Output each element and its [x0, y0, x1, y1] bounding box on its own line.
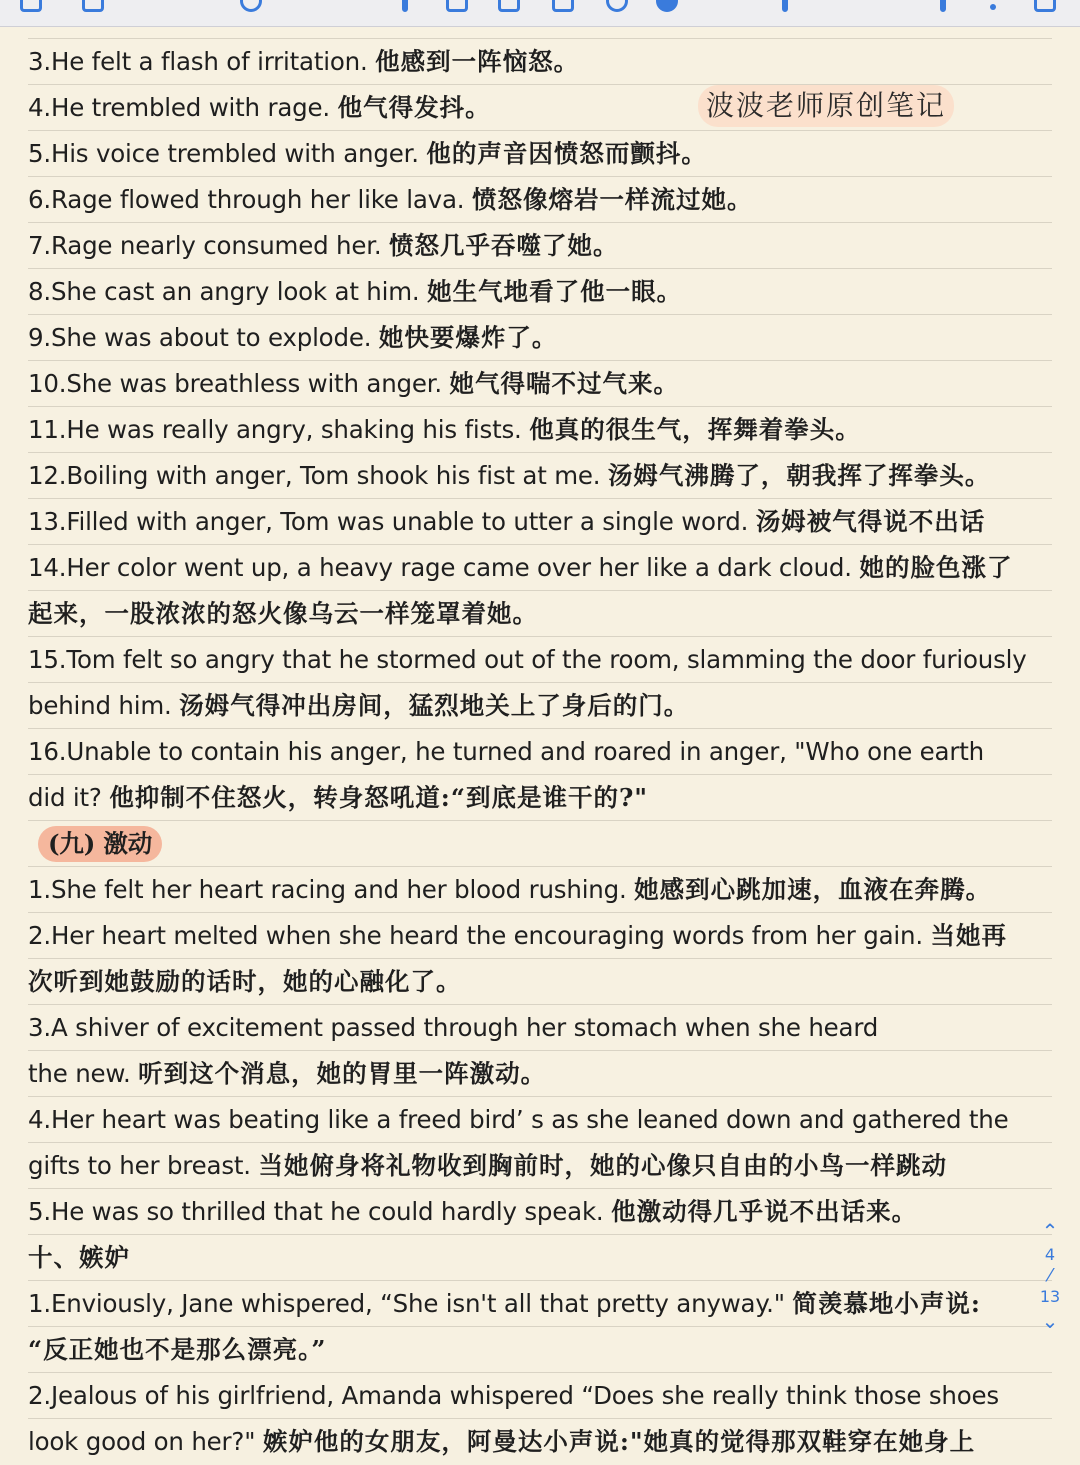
highlighter-icon[interactable]: [552, 0, 574, 12]
note-line: [28, 1281, 1058, 1327]
chinese-text: 次听到她鼓励的话时，她的心融化了。: [28, 967, 462, 996]
english-text: look good on her?": [28, 1427, 263, 1456]
note-line: [28, 775, 1058, 821]
microphone-icon[interactable]: [782, 0, 788, 12]
note-line: [28, 959, 1058, 1005]
english-text: behind him.: [28, 691, 180, 720]
pages-icon[interactable]: [1034, 0, 1056, 12]
note-line: [28, 729, 1058, 775]
note-line: [28, 1189, 1058, 1235]
chinese-text: 听到这个消息，她的胃里一阵激动。: [138, 1059, 547, 1088]
note-line: [28, 361, 1058, 407]
chinese-text: 她快要爆炸了。: [378, 323, 558, 352]
note-line: [28, 1097, 1058, 1143]
english-text: 16.Unable to contain his anger, he turned and roared in anger, "Who one earth: [28, 737, 984, 766]
chinese-text: 愤怒像熔岩一样流过她。: [471, 185, 753, 214]
english-text: 6.Rage flowed through her like lava.: [28, 185, 472, 214]
chinese-text: 愤怒几乎吞噬了她。: [389, 231, 619, 260]
chinese-text: 嫉妒他的女朋友，阿曼达小声说:"她真的觉得那双鞋穿在她身上: [262, 1427, 976, 1456]
note-line: [28, 637, 1058, 683]
watermark: 波波老师原创笔记: [698, 85, 954, 127]
chinese-text: 他激动得几乎说不出话来。: [611, 1197, 918, 1226]
note-line: [28, 545, 1058, 591]
english-text: gifts to her breast.: [28, 1151, 259, 1180]
note-line: [28, 223, 1058, 269]
chinese-text: 汤姆气得冲出房间，猛烈地关上了身后的门。: [179, 691, 690, 720]
note-line: [28, 453, 1058, 499]
chinese-text: 当她再: [930, 921, 1007, 950]
note-line: [28, 407, 1058, 453]
top-toolbar: [0, 0, 1080, 27]
english-text: 1.Enviously, Jane whispered, “She isn't all that pretty anyway.": [28, 1289, 793, 1318]
share-icon[interactable]: [940, 0, 946, 12]
more-icon[interactable]: [990, 4, 996, 10]
english-text: 5.He was so thrilled that he could hardly speak.: [28, 1197, 612, 1226]
eraser-icon[interactable]: [498, 0, 520, 12]
english-text: 8.She cast an angry look at him.: [28, 277, 428, 306]
note-line: [28, 39, 1058, 85]
note-line: [28, 821, 1058, 867]
grid-icon[interactable]: [82, 0, 104, 12]
note-line: [28, 315, 1058, 361]
chinese-text: 汤姆被气得说不出话: [755, 507, 986, 536]
back-icon[interactable]: [20, 0, 42, 12]
note-line: [28, 1373, 1058, 1419]
note-line: [28, 913, 1058, 959]
chinese-text: 她的脸色涨了: [859, 553, 1013, 582]
english-text: 4.Her heart was beating like a freed bird’ s as she leaned down and gathered the: [28, 1105, 1009, 1134]
english-text: 13.Filled with anger, Tom was unable to utter a single word.: [28, 507, 756, 536]
lasso-icon[interactable]: [606, 0, 628, 12]
chinese-text: 他气得发抖。: [337, 93, 491, 122]
english-text: did it?: [28, 783, 110, 812]
note-line: [28, 269, 1058, 315]
english-text: 4.He trembled with rage.: [28, 93, 338, 122]
chinese-text: 她生气地看了他一眼。: [427, 277, 683, 306]
page-down-icon[interactable]: ⌄: [1041, 1309, 1059, 1333]
english-text: 5.His voice trembled with anger.: [28, 139, 427, 168]
chinese-text: 他真的很生气，挥舞着拳头。: [529, 415, 861, 444]
english-text: 14.Her color went up, a heavy rage came over her like a dark cloud.: [28, 553, 860, 582]
chinese-text: 他感到一阵恼怒。: [375, 47, 580, 76]
current-page: 4: [1044, 1245, 1056, 1264]
note-line: [28, 591, 1058, 637]
pencil-icon[interactable]: [446, 0, 468, 12]
notebook-page: [0, 27, 1080, 1456]
note-line: [28, 1327, 1058, 1373]
chinese-text: 她气得喘不过气来。: [449, 369, 680, 398]
english-text: 2.Jealous of his girlfriend, Amanda whispered “Does she really think those shoes: [28, 1381, 999, 1410]
note-line: [28, 131, 1058, 177]
english-text: 3.A shiver of excitement passed through her stomach when she heard: [28, 1013, 879, 1042]
chinese-text: 当她俯身将礼物收到胸前时，她的心像只自由的小鸟一样跳动: [258, 1151, 947, 1180]
chinese-text: 她感到心跳加速，血液在奔腾。: [634, 875, 992, 904]
color-picker-icon[interactable]: [656, 0, 678, 12]
note-line: [28, 867, 1058, 913]
note-line: [28, 177, 1058, 223]
note-line: [28, 1235, 1058, 1281]
page-indicator: [1030, 1218, 1070, 1378]
undo-icon[interactable]: [240, 0, 262, 12]
page-separator: ⁄: [1048, 1265, 1052, 1286]
note-line: [28, 1051, 1058, 1097]
english-text: 2.Her heart melted when she heard the encouraging words from her gain.: [28, 921, 931, 950]
chinese-text: 十、嫉妒: [28, 1243, 130, 1272]
total-pages: 13: [1039, 1287, 1061, 1306]
note-line: [28, 683, 1058, 729]
note-line: [28, 1005, 1058, 1051]
english-text: 3.He felt a flash of irritation.: [28, 47, 376, 76]
note-line: [28, 1143, 1058, 1189]
chinese-text: “反正她也不是那么漂亮。”: [28, 1335, 327, 1364]
english-text: the new.: [28, 1059, 139, 1088]
english-text: 12.Boiling with anger, Tom shook his fist at me.: [28, 461, 608, 490]
english-text: 15.Tom felt so angry that he stormed out of the room, slamming the door furiously: [28, 645, 1027, 674]
chinese-text: 起来，一股浓浓的怒火像乌云一样笼罩着她。: [28, 599, 538, 628]
section-heading: (九) 激动: [38, 826, 162, 862]
english-text: 7.Rage nearly consumed her.: [28, 231, 390, 260]
pen-icon[interactable]: [402, 0, 408, 12]
note-line: [28, 499, 1058, 545]
chinese-text: 他抑制不住怒火，转身怒吼道:“到底是谁干的?": [109, 783, 649, 812]
english-text: 10.She was breathless with anger.: [28, 369, 450, 398]
english-text: 1.She felt her heart racing and her blood rushing.: [28, 875, 635, 904]
english-text: 9.She was about to explode.: [28, 323, 379, 352]
chinese-text: 汤姆气沸腾了，朝我挥了挥拳头。: [607, 461, 991, 490]
english-text: 11.He was really angry, shaking his fists.: [28, 415, 530, 444]
page-up-icon[interactable]: ⌃: [1041, 1219, 1059, 1243]
note-line: [28, 1419, 1058, 1465]
chinese-text: 他的声音因愤怒而颤抖。: [426, 139, 707, 168]
note-lines: [28, 39, 1058, 1465]
chinese-text: 简羡慕地小声说:: [792, 1289, 981, 1318]
